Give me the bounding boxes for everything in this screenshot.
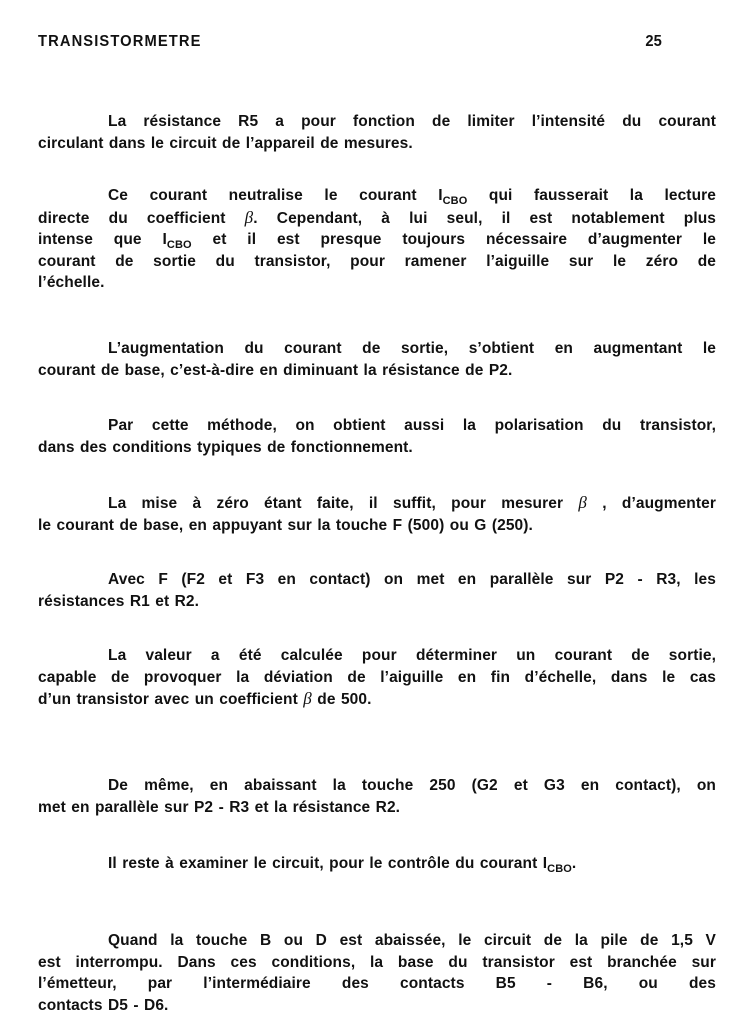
subscript: CBO <box>547 863 572 875</box>
text-line: le courant de base, en appuyant sur la touche F (500) ou G (250). <box>38 516 533 534</box>
page-number: 25 <box>645 33 662 50</box>
subscript: CBO <box>166 239 192 251</box>
beta-symbol: β <box>244 207 254 227</box>
text-line: capable de provoquer la déviation de l’aiguille en fin d’échelle, dans le cas <box>38 668 716 686</box>
text-line: La valeur a été calculée pour déterminer un courant de sortie, <box>108 647 716 664</box>
paragraph <box>38 775 716 818</box>
paragraph <box>38 492 716 536</box>
text-line: Avec F (F2 et F3 en contact) on met en parallèle sur P2 - R3, les <box>108 571 716 588</box>
paragraph <box>38 645 716 711</box>
text-line: La mise à zéro étant faite, il suffit, pour mesurer β , d’augmenter <box>108 493 716 512</box>
text-line: courant de base, c’est-à-dire en diminuant la résistance de P2. <box>38 361 513 379</box>
text-line: d’un transistor avec un coefficient β de 500. <box>38 689 372 708</box>
text-line: dans des conditions typiques de fonctionnement. <box>38 438 413 456</box>
beta-symbol: β <box>578 493 587 512</box>
running-title: TRANSISTORMETRE <box>38 33 202 50</box>
paragraph <box>38 853 716 875</box>
subscript: CBO <box>442 195 468 207</box>
text-line: résistances R1 et R2. <box>38 592 200 610</box>
text-line: La résistance R5 a pour fonction de limiter l’intensité du courant <box>108 113 716 130</box>
paragraph <box>38 185 716 294</box>
text-line: directe du coefficient β. Cependant, à lui seul, il est notablement plus <box>38 207 717 227</box>
text-line: circulant dans le circuit de l’appareil de mesures. <box>38 134 413 152</box>
text-line: Ce courant neutralise le courant $I_{CBO}$ qui fausserait la lecture <box>108 187 716 207</box>
text-line: l’échelle. <box>38 274 105 291</box>
paragraph <box>38 930 716 1016</box>
beta-symbol: β <box>303 689 312 708</box>
running-header <box>38 33 662 51</box>
text-line: l’émetteur, par l’intermédiaire des contacts B5 - B6, ou des <box>38 975 716 992</box>
paragraph <box>38 415 716 458</box>
text-line: L’augmentation du courant de sortie, s’obtient en augmentant le <box>108 340 716 357</box>
text-line: contacts D5 - D6. <box>38 996 169 1014</box>
paragraph <box>38 111 716 154</box>
text-line: courant de sortie du transistor, pour ramener l’aiguille sur le zéro de <box>38 252 716 270</box>
text-line: De même, en abaissant la touche 250 (G2 et G3 en contact), on <box>108 777 716 794</box>
text-line: met en parallèle sur P2 - R3 et la résistance R2. <box>38 798 401 816</box>
text-line: est interrompu. Dans ces conditions, la base du transistor est branchée sur <box>38 953 716 971</box>
text-line: Il reste à examiner le circuit, pour le contrôle du courant $I_{CBO}$. <box>108 855 577 875</box>
paragraph <box>38 569 716 612</box>
text-line: Quand la touche B ou D est abaissée, le circuit de la pile de 1,5 V <box>108 932 716 949</box>
text-line: Par cette méthode, on obtient aussi la polarisation du transistor, <box>108 417 716 434</box>
text-line: intense que $I_{CBO}$ et il est presque toujours nécessaire d’augmenter le <box>38 231 716 251</box>
paragraph <box>38 338 716 381</box>
